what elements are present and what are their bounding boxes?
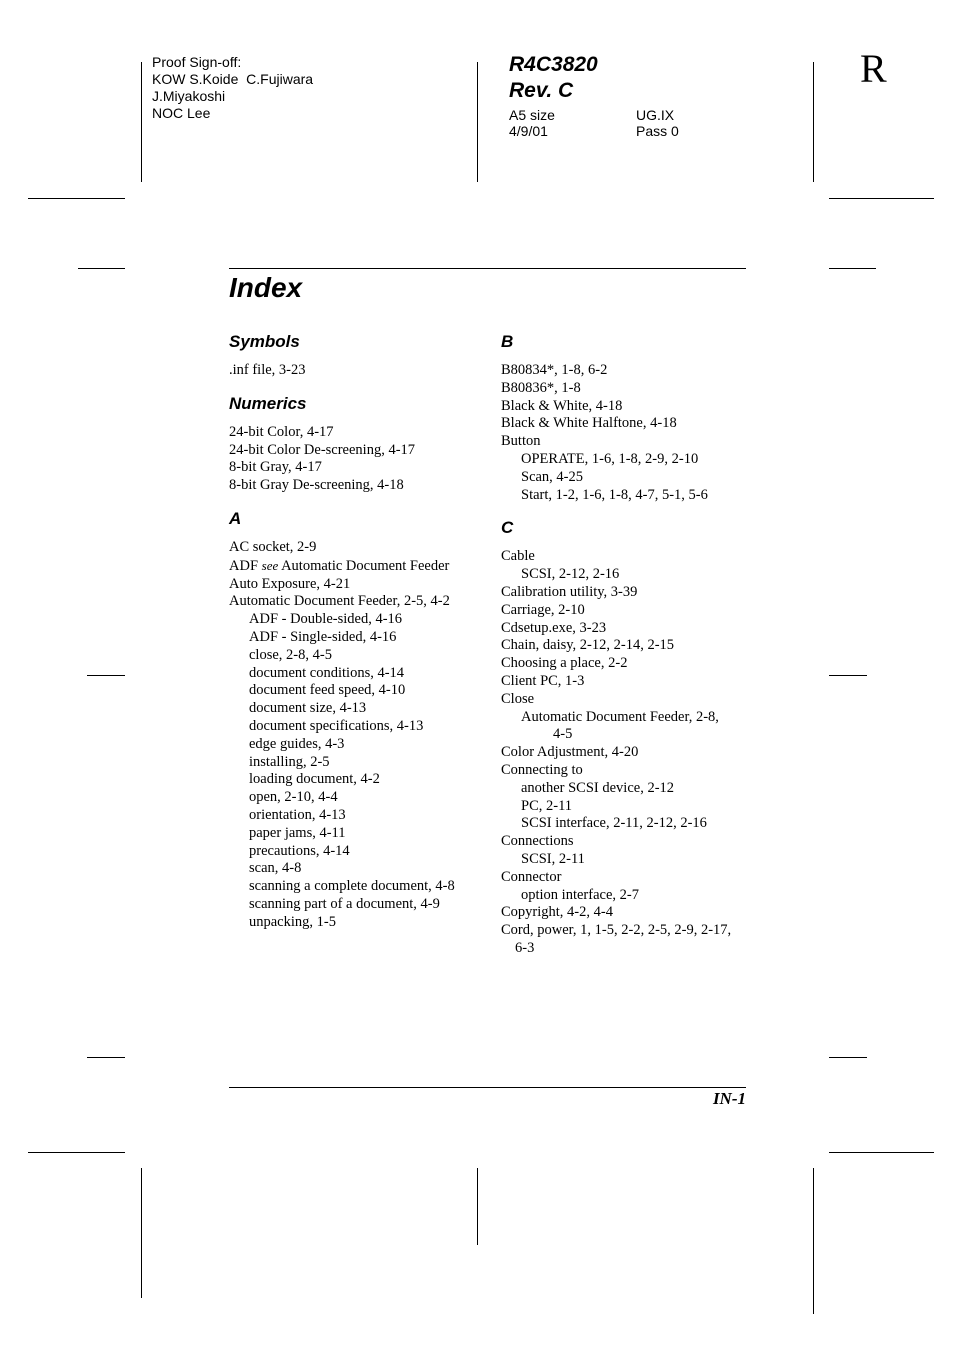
index-subentry: edge guides, 4-3 <box>249 735 345 752</box>
entry-continuation: 4-5 <box>553 726 573 743</box>
index-subentry: document feed speed, 4-10 <box>249 682 406 699</box>
index-subentry: OPERATE, 1-6, 1-8, 2-9, 2-10 <box>521 450 699 467</box>
index-entry: B80834*, 1-8, 6-2 <box>501 362 608 378</box>
crop-mark <box>813 1168 814 1314</box>
index-subentry: Scan, 4-25 <box>521 468 584 485</box>
index-subentry: SCSI, 2-12, 2-16 <box>521 566 620 583</box>
crop-mark <box>87 1057 125 1058</box>
index-entry <box>501 922 747 958</box>
index-entry: .inf file, 3-23 <box>229 362 306 378</box>
crop-mark <box>87 675 125 676</box>
index-column-left <box>229 332 481 946</box>
index-entry: Color Adjustment, 4-20 <box>501 744 639 761</box>
index-subentry: document conditions, 4-14 <box>249 664 405 681</box>
index-subentry: precautions, 4-14 <box>249 842 350 859</box>
index-entry: AC socket, 2-9 <box>229 538 317 555</box>
index-entry: Connections <box>501 833 574 850</box>
proof-line: NOC Lee <box>152 105 211 121</box>
index-subentry: SCSI interface, 2-11, 2-12, 2-16 <box>521 815 707 832</box>
index-entry: Automatic Document Feeder, 2-5, 4-2 <box>229 593 450 610</box>
index-subentry: document size, 4-13 <box>249 700 367 717</box>
pass: Pass 0 <box>636 123 679 139</box>
section-b <box>501 332 747 504</box>
index-entry: 24-bit Color, 4-17 <box>229 423 334 440</box>
index-entry: Calibration utility, 3-39 <box>501 583 638 600</box>
index-subentry: document specifications, 4-13 <box>249 717 424 734</box>
index-subentry: option interface, 2-7 <box>521 886 639 903</box>
index-entry: Close <box>501 690 535 707</box>
meta-right <box>636 107 679 139</box>
index-entry <box>229 557 481 576</box>
proof-line: J.Miyakoshi <box>152 88 226 104</box>
index-entry: Connecting to <box>501 761 583 778</box>
section-heading: B <box>501 332 514 351</box>
index-subentry: scan, 4-8 <box>249 860 302 877</box>
proof-line: KOW S.Koide C.Fujiwara <box>152 71 314 87</box>
index-subentry: open, 2-10, 4-4 <box>249 789 338 806</box>
page-size: A5 size <box>509 107 555 123</box>
section-heading: C <box>501 518 514 538</box>
index-entry: Black & White Halftone, 4-18 <box>501 415 677 432</box>
crop-mark <box>28 1152 125 1153</box>
crop-mark <box>829 675 867 676</box>
entry-term: ADF <box>229 557 262 574</box>
section-c <box>501 518 747 957</box>
index-entry: Client PC, 1-3 <box>501 672 585 689</box>
crop-mark <box>829 198 934 199</box>
title-rule <box>229 268 746 269</box>
crop-mark <box>78 268 125 269</box>
index-entry: 24-bit Color De-screening, 4-17 <box>229 441 416 458</box>
index-entry: Chain, daisy, 2-12, 2-14, 2-15 <box>501 637 675 654</box>
model-code: R4C3820 <box>509 53 598 76</box>
entry-text: Automatic Document Feeder, 2-8, <box>521 708 719 725</box>
crop-mark <box>141 1168 142 1298</box>
index-subentry: installing, 2-5 <box>249 753 330 770</box>
index-entry: B80836*, 1-8 <box>501 379 581 396</box>
section-heading: A <box>229 508 242 528</box>
index-subentry: close, 2-8, 4-5 <box>249 646 332 663</box>
index-subentry <box>501 709 747 745</box>
section-a <box>229 509 481 932</box>
index-subentry: ADF - Single-sided, 4-16 <box>249 628 397 645</box>
index-subentry: PC, 2-11 <box>521 797 573 814</box>
index-subentry: paper jams, 4-11 <box>249 824 346 841</box>
index-entry: 8-bit Gray De-screening, 4-18 <box>229 477 404 494</box>
revision: Rev. C <box>509 79 574 102</box>
crop-mark <box>829 268 876 269</box>
footer-rule <box>229 1087 746 1088</box>
crop-mark <box>829 1152 934 1153</box>
index-column-right <box>501 332 747 972</box>
index-subentry: orientation, 4-13 <box>249 806 346 823</box>
page-title: Index <box>229 272 303 303</box>
index-entry: Cable <box>501 548 535 565</box>
crop-mark <box>141 62 142 182</box>
see-reference: see <box>261 557 279 573</box>
section-heading: Numerics <box>229 393 307 413</box>
index-entry: Choosing a place, 2-2 <box>501 655 628 672</box>
index-entry: Cdsetup.exe, 3-23 <box>501 619 607 636</box>
index-entry: Connector <box>501 868 562 885</box>
crop-mark <box>28 198 125 199</box>
index-entry: 8-bit Gray, 4-17 <box>229 459 322 476</box>
meta-left <box>509 107 555 139</box>
section-numerics <box>229 394 481 495</box>
proof-signoff <box>152 54 313 122</box>
corner-letter: R <box>860 46 887 91</box>
index-subentry: SCSI, 2-11 <box>521 850 585 867</box>
index-subentry: loading document, 4-2 <box>249 771 380 788</box>
proof-line: Proof Sign-off: <box>152 54 242 70</box>
entry-target: Automatic Document Feeder <box>278 557 450 574</box>
page-number: IN-1 <box>712 1089 746 1108</box>
crop-mark <box>477 62 478 182</box>
crop-mark <box>813 62 814 182</box>
section-heading: Symbols <box>229 332 300 351</box>
index-subentry: scanning a complete document, 4-8 <box>249 878 455 895</box>
index-entry: Auto Exposure, 4-21 <box>229 575 351 592</box>
entry-continuation: 6-3 <box>515 939 535 956</box>
entry-text: Cord, power, 1, 1-5, 2-2, 2-5, 2-9, 2-17, <box>501 922 732 939</box>
index-subentry: another SCSI device, 2-12 <box>521 779 675 796</box>
index-subentry: scanning part of a document, 4-9 <box>249 895 440 912</box>
file-id: UG.IX <box>636 107 675 123</box>
document-code <box>509 52 598 104</box>
index-entry: Button <box>501 433 541 450</box>
index-entry: Black & White, 4-18 <box>501 397 623 414</box>
section-symbols <box>229 332 481 380</box>
index-entry: Carriage, 2-10 <box>501 601 585 618</box>
crop-mark <box>477 1168 478 1245</box>
date: 4/9/01 <box>509 123 548 139</box>
crop-mark <box>829 1057 867 1058</box>
index-subentry: Start, 1-2, 1-6, 1-8, 4-7, 5-1, 5-6 <box>521 486 708 503</box>
index-subentry: unpacking, 1-5 <box>249 913 336 930</box>
index-subentry: ADF - Double-sided, 4-16 <box>249 611 403 628</box>
index-entry: Copyright, 4-2, 4-4 <box>501 904 613 921</box>
